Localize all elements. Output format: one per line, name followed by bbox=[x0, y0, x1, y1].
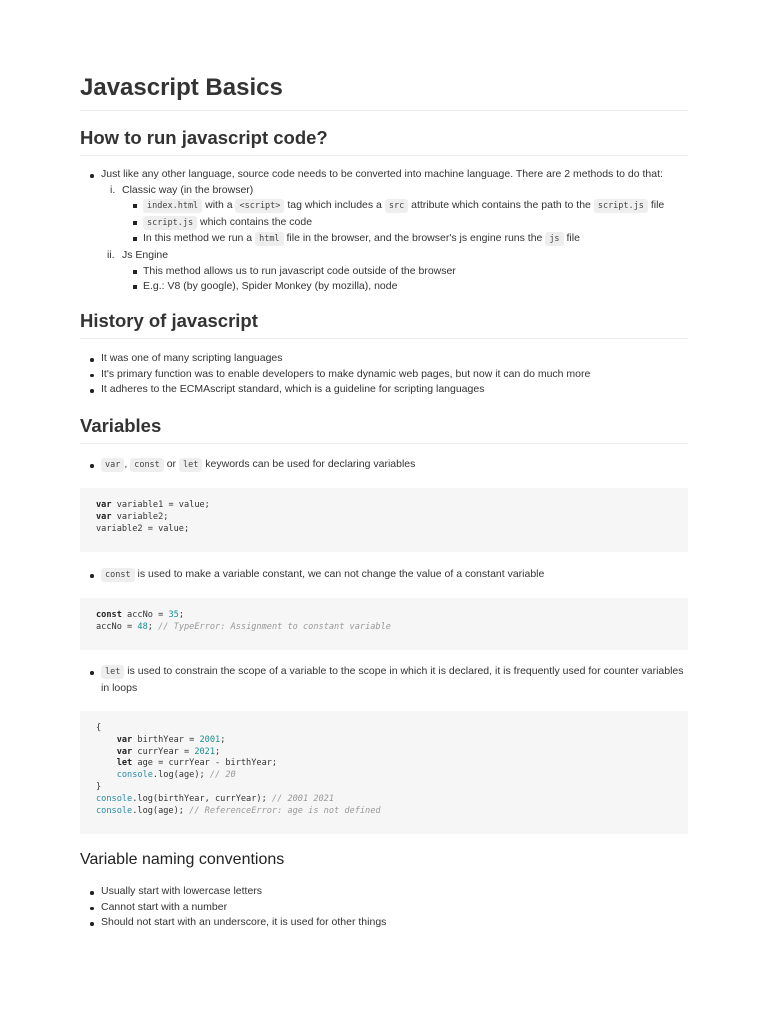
code-comment: // TypeError: Assignment to constant variable bbox=[158, 621, 391, 632]
inline-code: var bbox=[101, 458, 124, 472]
code-comment: // 2001 2021 bbox=[271, 793, 335, 804]
text: which contains the code bbox=[199, 215, 313, 228]
code-block-declare bbox=[80, 488, 688, 552]
inline-code: const bbox=[130, 458, 164, 472]
code-comment: // ReferenceError: age is not defined bbox=[189, 805, 381, 816]
list-item bbox=[101, 664, 688, 696]
method-label: Js Engine bbox=[122, 248, 169, 261]
code-token: console bbox=[96, 805, 133, 816]
section-heading-naming: Variable naming conventions bbox=[80, 851, 285, 868]
inline-code: let bbox=[179, 458, 202, 472]
section-heading-run-code: How to run javascript code? bbox=[80, 124, 688, 156]
code-token: var bbox=[96, 511, 112, 522]
code-token: birthYear = bbox=[132, 734, 200, 745]
list-item bbox=[101, 567, 688, 584]
code-token: ; bbox=[215, 746, 221, 757]
code-token: const bbox=[96, 610, 122, 620]
list-item: E.g.: V8 (by google), Spider Monkey (by mozilla), node bbox=[143, 279, 688, 295]
inline-code: let bbox=[101, 665, 124, 679]
list-item: It's primary function was to enable developers to make dynamic web pages, but now it can do much more bbox=[101, 367, 688, 383]
naming-list bbox=[80, 884, 688, 931]
code-token: .log(age); bbox=[152, 770, 210, 781]
history-list bbox=[80, 351, 688, 398]
section-heading-history: History of javascript bbox=[80, 307, 688, 339]
text: , bbox=[124, 458, 128, 470]
text: or bbox=[166, 458, 177, 470]
code-token: let bbox=[116, 758, 133, 769]
code-token: var bbox=[96, 500, 112, 510]
method-label: Classic way (in the browser) bbox=[122, 183, 254, 196]
classic-sublist bbox=[122, 198, 688, 248]
code-token: ; bbox=[220, 734, 226, 745]
method-item-classic bbox=[110, 183, 688, 248]
code-token: currYear = bbox=[132, 746, 195, 757]
code-token: ; bbox=[147, 621, 159, 632]
code-token: age = currYear - birthYear; bbox=[132, 758, 278, 769]
code-token: var bbox=[116, 734, 133, 745]
list-item: Usually start with lowercase letters bbox=[101, 884, 688, 900]
code-token: var bbox=[116, 746, 133, 757]
method-number: ii. bbox=[107, 248, 115, 261]
text: file bbox=[566, 232, 580, 245]
code-token: console bbox=[96, 793, 133, 804]
inline-code: js bbox=[545, 232, 563, 246]
inline-code: html bbox=[255, 232, 283, 246]
page-title: Javascript Basics bbox=[80, 70, 688, 111]
code-token: console bbox=[116, 770, 153, 781]
code-token: 35 bbox=[168, 610, 179, 620]
code-token: 2001 bbox=[199, 734, 221, 745]
code-token: variable2; bbox=[111, 511, 169, 522]
code-comment: // 20 bbox=[209, 770, 236, 781]
code-token: variable1 = value; bbox=[111, 500, 210, 510]
code-token: } bbox=[96, 781, 102, 792]
list-item: Cannot start with a number bbox=[101, 900, 688, 916]
list-item bbox=[143, 231, 688, 248]
variables-list-1 bbox=[80, 457, 688, 474]
methods-list bbox=[101, 183, 688, 295]
code-block-let bbox=[80, 711, 688, 834]
code-token: accNo = bbox=[121, 610, 169, 620]
engine-sublist bbox=[122, 264, 688, 295]
code-block-const bbox=[80, 598, 688, 650]
list-item: Should not start with an underscore, it is used for other things bbox=[101, 915, 688, 931]
list-item bbox=[101, 457, 688, 474]
inline-code: src bbox=[385, 199, 408, 213]
list-item bbox=[143, 215, 688, 232]
code-token: .log(age); bbox=[132, 805, 190, 816]
list-item-text: Just like any other language, source code needs to be converted into machine language. There are 2 methods to do that: bbox=[101, 168, 663, 180]
code-token: { bbox=[96, 723, 102, 733]
text: attribute which contains the path to the bbox=[411, 199, 591, 212]
code-token: 2021 bbox=[194, 746, 216, 757]
list-item: It was one of many scripting languages bbox=[101, 351, 688, 367]
text: is used to constrain the scope of a variable to the scope in which it is declared, it is frequently used for counter variables in loops bbox=[101, 665, 684, 694]
section-heading-variables: Variables bbox=[80, 412, 688, 444]
inline-code: const bbox=[101, 568, 135, 582]
text: with a bbox=[205, 199, 233, 212]
code-token: ; bbox=[178, 610, 184, 620]
list-item bbox=[143, 198, 688, 215]
variables-list-3 bbox=[80, 664, 688, 696]
method-item-engine bbox=[107, 248, 688, 295]
text: keywords can be used for declaring variables bbox=[205, 458, 416, 470]
code-token: .log(birthYear, currYear); bbox=[132, 793, 272, 804]
inline-code: script.js bbox=[594, 199, 648, 213]
text: tag which includes a bbox=[287, 199, 382, 212]
inline-code: script.js bbox=[143, 216, 197, 230]
text: is used to make a variable constant, we can not change the value of a constant variable bbox=[137, 568, 545, 580]
text: file in the browser, and the browser's js engine runs the bbox=[286, 232, 543, 245]
list-item: It adheres to the ECMAscript standard, which is a guideline for scripting languages bbox=[101, 382, 688, 398]
text: In this method we run a bbox=[143, 232, 253, 245]
variables-list-2 bbox=[80, 567, 688, 584]
code-token: 48 bbox=[137, 621, 148, 632]
text: file bbox=[650, 199, 665, 212]
inline-code: <script> bbox=[235, 199, 284, 213]
code-token: accNo = bbox=[96, 621, 138, 632]
run-code-list bbox=[80, 167, 688, 295]
list-item bbox=[101, 167, 688, 295]
list-item: This method allows us to run javascript code outside of the browser bbox=[143, 264, 688, 280]
inline-code: index.html bbox=[143, 199, 202, 213]
code-token: variable2 = value; bbox=[96, 523, 190, 534]
method-number: i. bbox=[110, 183, 116, 196]
